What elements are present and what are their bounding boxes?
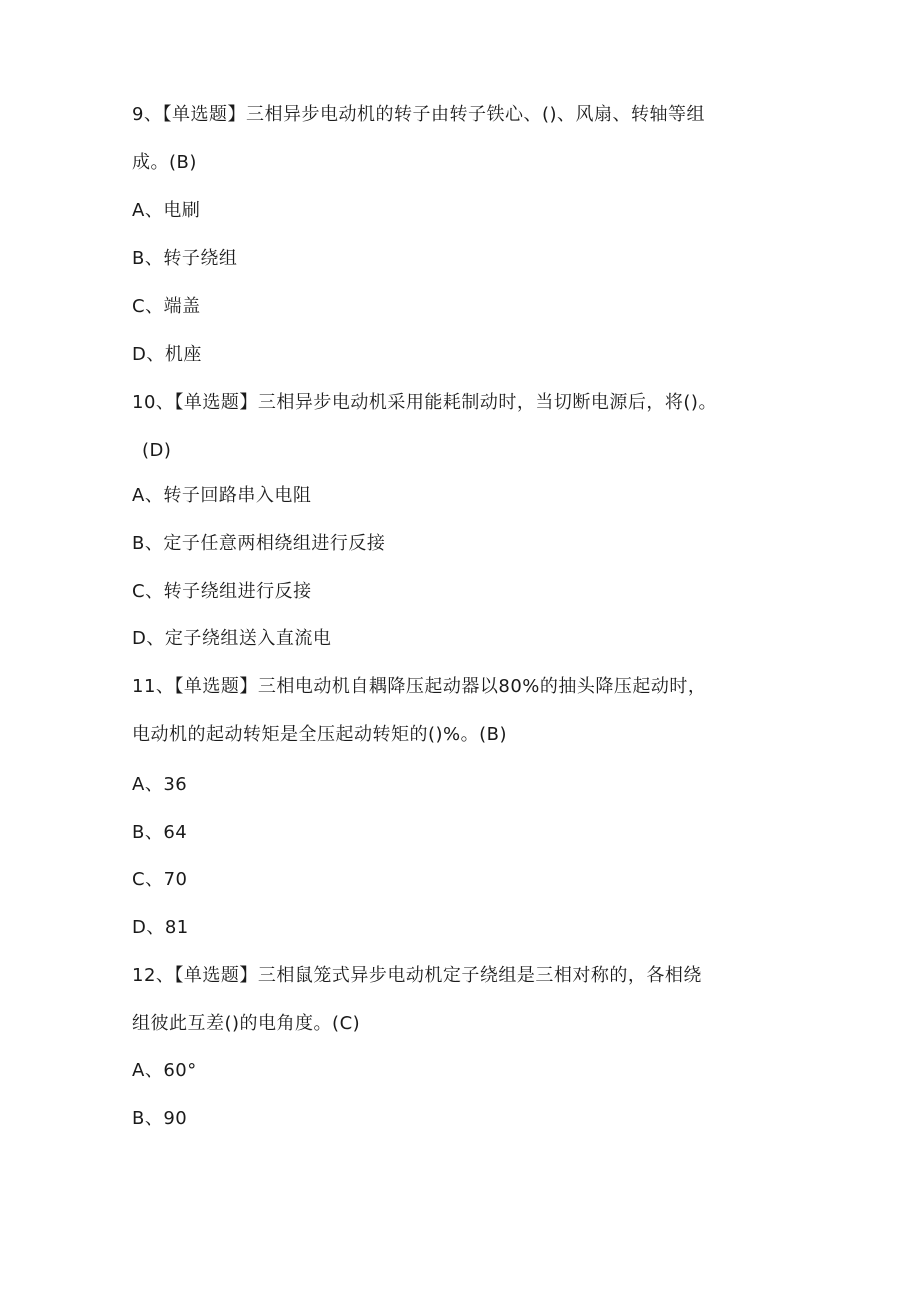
question-9-option-c: C、端盖 (132, 296, 201, 317)
question-12-stem: 12、【单选题】三相鼠笼式异步电动机定子绕组是三相对称的，各相绕 (132, 965, 702, 986)
question-12-stem-cont: 组彼此互差()的电角度。(C) (132, 1013, 361, 1034)
question-10-option-b: B、定子任意两相绕组进行反接 (132, 533, 386, 554)
question-10-stem-cont: (D) (142, 440, 172, 461)
question-11-stem: 11、【单选题】三相电动机自耦降压起动器以80%的抽头降压起动时， (132, 676, 707, 697)
question-12-option-b: B、90 (132, 1108, 188, 1129)
question-9-stem-cont: 成。(B) (132, 152, 197, 173)
question-10-option-d: D、定子绕组送入直流电 (132, 628, 332, 649)
question-9-stem: 9、【单选题】三相异步电动机的转子由转子铁心、()、风扇、转轴等组 (132, 104, 705, 125)
question-9-option-b: B、转子绕组 (132, 248, 238, 269)
question-9-option-a: A、电刷 (132, 200, 201, 221)
question-10-stem: 10、【单选题】三相异步电动机采用能耗制动时，当切断电源后，将()。 (132, 392, 717, 413)
question-11-stem-cont: 电动机的起动转矩是全压起动转矩的()%。(B) (132, 724, 508, 745)
question-11-option-c: C、70 (132, 869, 188, 890)
question-9-option-d: D、机座 (132, 344, 202, 365)
question-11-option-a: A、36 (132, 774, 188, 795)
question-10-option-c: C、转子绕组进行反接 (132, 581, 312, 602)
question-11-option-d: D、81 (132, 917, 189, 938)
question-11-option-b: B、64 (132, 822, 188, 843)
question-10-option-a: A、转子回路串入电阻 (132, 485, 312, 506)
question-12-option-a: A、60° (132, 1060, 197, 1081)
